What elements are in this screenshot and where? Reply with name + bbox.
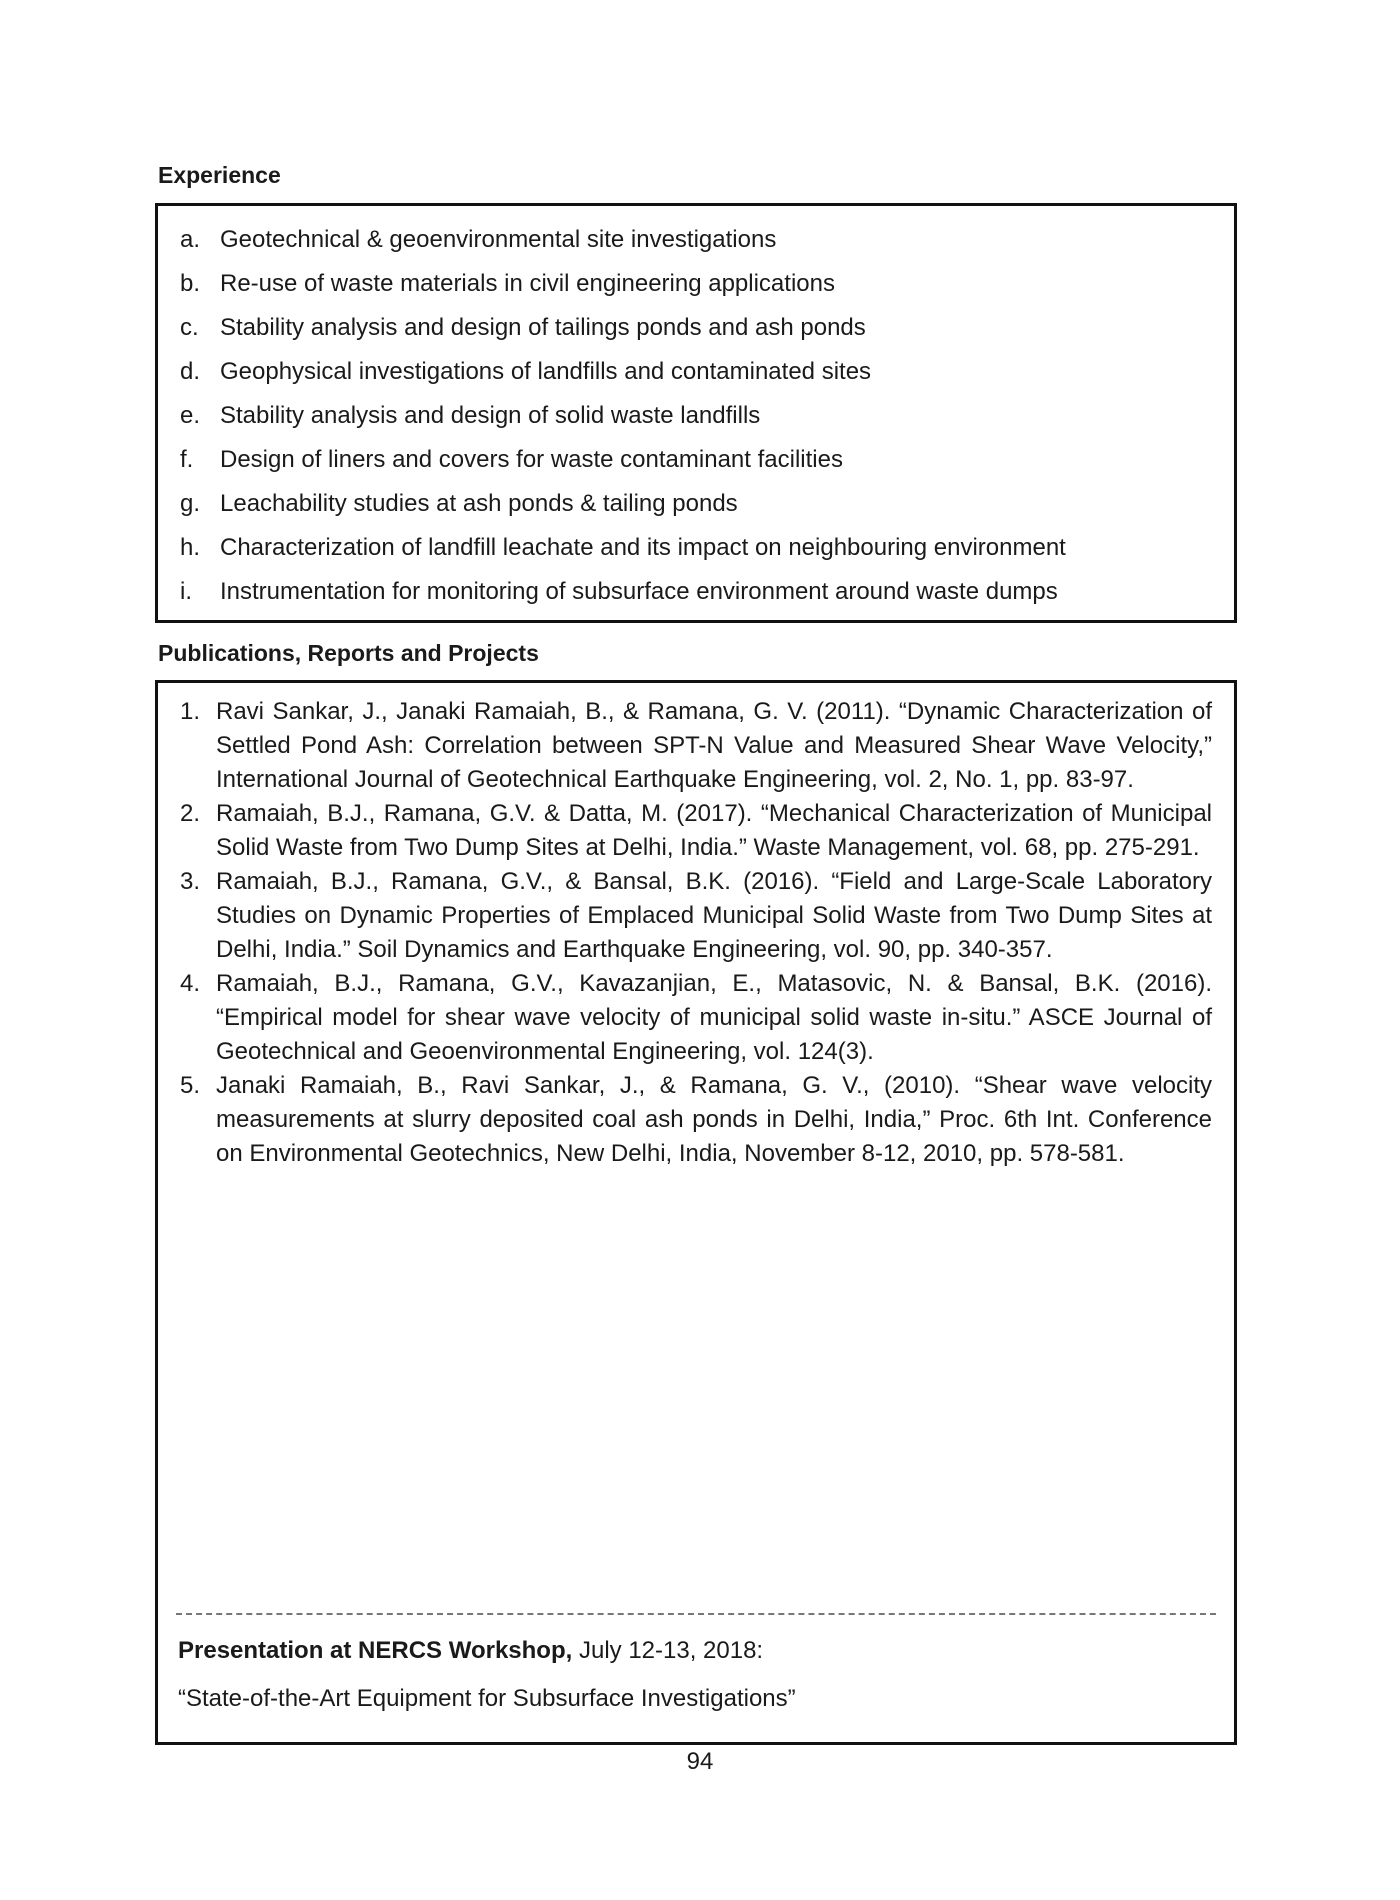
experience-item-letter: i.	[180, 578, 192, 605]
experience-item-letter: b.	[180, 270, 201, 297]
experience-item-h	[180, 526, 1212, 570]
publication-item-1	[180, 695, 1212, 797]
publications-box	[155, 680, 1237, 1745]
dashed-divider	[176, 1613, 1216, 1615]
experience-item-letter: h.	[180, 534, 201, 561]
experience-item-text: Stability analysis and design of solid waste landfills	[220, 402, 761, 429]
experience-item-text: Leachability studies at ash ponds & tailing ponds	[220, 490, 738, 517]
experience-item-text: Stability analysis and design of tailings ponds and ash ponds	[220, 314, 866, 341]
publications-list	[180, 695, 1212, 1171]
presentation-topic: “State-of-the-Art Equipment for Subsurface Investigations”	[178, 1685, 796, 1712]
publication-citation: Ravi Sankar, J., Janaki Ramaiah, B., & Ramana, G. V. (2011). “Dynamic Characterization of Settled Pond Ash: Correlation between SPT-N Value and Measured Shear Wave Velocity,” International Journal of Geotechnical Earthquake Engineering, vol. 2, No. 1, pp. 83-97.	[216, 698, 1212, 793]
publication-item-2	[180, 797, 1212, 865]
experience-item-letter: e.	[180, 402, 201, 429]
experience-heading: Experience	[158, 162, 281, 188]
experience-item-c	[180, 306, 1212, 350]
experience-item-a	[180, 218, 1212, 262]
experience-item-letter: f.	[180, 446, 194, 473]
publication-item-5	[180, 1069, 1212, 1171]
publication-citation: Ramaiah, B.J., Ramana, G.V., & Bansal, B.K. (2016). “Field and Large-Scale Laboratory Studies on Dynamic Properties of Emplaced Municipal Solid Waste from Two Dump Sites at Delhi, India.” Soil Dynamics and Earthquake Engineering, vol. 90, pp. 340-357.	[216, 868, 1212, 963]
publication-number: 3.	[180, 868, 201, 895]
publication-citation: Janaki Ramaiah, B., Ravi Sankar, J., & Ramana, G. V., (2010). “Shear wave velocity measurements at slurry deposited coal ash ponds in Delhi, India,” Proc. 6th Int. Conference on Environmental Geotechnics, New Delhi, India, November 8-12, 2010, pp. 578-581.	[216, 1072, 1212, 1167]
experience-list	[180, 218, 1212, 614]
experience-item-text: Design of liners and covers for waste contaminant facilities	[220, 446, 843, 473]
experience-item-letter: g.	[180, 490, 201, 517]
experience-item-f	[180, 438, 1212, 482]
publication-number: 5.	[180, 1072, 201, 1099]
page-number: 94	[686, 1748, 714, 1775]
publications-heading: Publications, Reports and Projects	[158, 640, 539, 666]
experience-item-text: Geophysical investigations of landfills and contaminated sites	[220, 358, 872, 385]
experience-item-text: Instrumentation for monitoring of subsurface environment around waste dumps	[220, 578, 1058, 605]
publication-number: 4.	[180, 970, 201, 997]
presentation-line	[178, 1636, 763, 1666]
publication-number: 2.	[180, 800, 201, 827]
experience-item-d	[180, 350, 1212, 394]
experience-item-letter: c.	[180, 314, 199, 341]
publication-citation: Ramaiah, B.J., Ramana, G.V., Kavazanjian, E., Matasovic, N. & Bansal, B.K. (2016). “Empirical model for shear wave velocity of municipal solid waste in-situ.” ASCE Journal of Geotechnical and Geoenvironmental Engineering, vol. 124(3).	[216, 970, 1212, 1065]
experience-item-b	[180, 262, 1212, 306]
experience-item-letter: d.	[180, 358, 201, 385]
publication-item-4	[180, 967, 1212, 1069]
experience-item-letter: a.	[180, 226, 201, 253]
experience-item-e	[180, 394, 1212, 438]
publication-citation: Ramaiah, B.J., Ramana, G.V. & Datta, M. (2017). “Mechanical Characterization of Municipal Solid Waste from Two Dump Sites at Delhi, India.” Waste Management, vol. 68, pp. 275-291.	[216, 800, 1212, 861]
experience-item-text: Re-use of waste materials in civil engineering applications	[220, 270, 835, 297]
presentation-date: July 12-13, 2018:	[572, 1637, 764, 1664]
experience-item-g	[180, 482, 1212, 526]
experience-item-text: Characterization of landfill leachate and its impact on neighbouring environment	[220, 534, 1066, 561]
experience-item-i	[180, 570, 1212, 614]
presentation-label: Presentation at NERCS Workshop,	[178, 1637, 573, 1664]
experience-box	[155, 203, 1237, 623]
publication-item-3	[180, 865, 1212, 967]
publication-number: 1.	[180, 698, 201, 725]
experience-item-text: Geotechnical & geoenvironmental site investigations	[220, 226, 777, 253]
